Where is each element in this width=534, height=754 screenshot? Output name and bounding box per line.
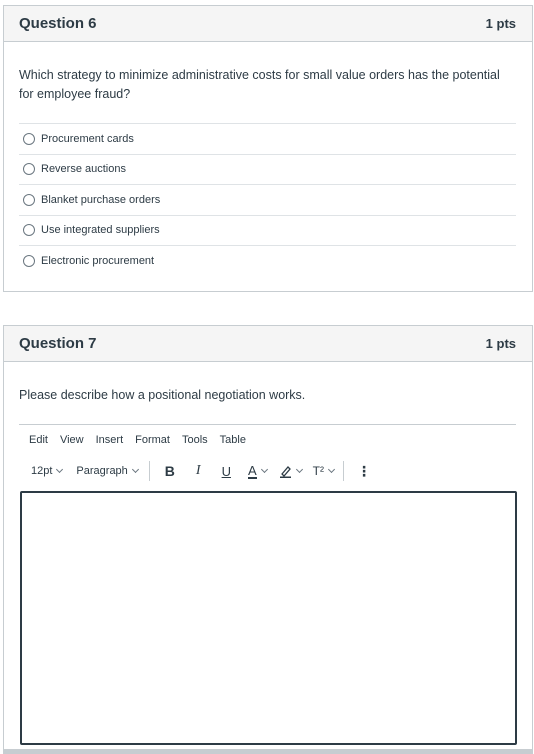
italic-button[interactable]: I [195,463,201,478]
superscript-button[interactable] [313,464,334,478]
menu-format[interactable]: Format [135,434,170,446]
bold-button[interactable]: B [164,463,175,479]
answer-list [19,123,516,276]
chevron-down-icon [328,466,335,473]
answer-label: Use integrated suppliers [41,224,160,237]
menu-tools[interactable]: Tools [181,434,208,446]
answer-option-integrated-suppliers[interactable] [19,215,516,246]
radio-button[interactable] [23,133,35,145]
question-text: Which strategy to minimize administrative costs for small value orders has the potential for employee fraud? [19,68,500,101]
editor-menubar [29,434,258,446]
chevron-down-icon [261,466,268,473]
answer-label: Reverse auctions [41,163,126,176]
editor-toolbar [31,460,371,482]
highlight-color-button[interactable] [279,465,302,478]
toolbar-separator [343,461,344,481]
question-title: Question 6 [19,15,97,32]
radio-button[interactable] [23,163,35,175]
chevron-down-icon [56,466,63,473]
block-format-dropdown[interactable] [76,465,137,477]
superscript-icon: T² [312,464,324,478]
menu-edit[interactable]: Edit [29,434,48,446]
question-header [4,326,532,362]
answer-option-electronic-procurement[interactable] [19,245,516,276]
radio-button[interactable] [23,255,35,267]
rich-text-editor[interactable] [20,491,517,745]
text-color-icon: A [247,462,257,478]
answer-option-procurement-cards[interactable] [19,123,516,154]
highlighter-icon [279,465,292,478]
question-title: Question 7 [19,335,97,352]
block-format-value: Paragraph [76,465,128,477]
menu-view[interactable]: View [59,434,84,446]
answer-label: Procurement cards [41,132,134,145]
question-points: 1 pts [485,336,516,351]
chevron-down-icon [296,466,303,473]
menu-insert[interactable]: Insert [95,434,124,446]
question-text: Please describe how a positional negotiation works. [19,388,306,402]
radio-button[interactable] [23,194,35,206]
chevron-down-icon [132,466,139,473]
question-7 [3,325,533,754]
font-size-dropdown[interactable] [31,465,62,477]
underline-button[interactable]: U [221,463,231,479]
question-6 [3,5,533,292]
answer-label: Electronic procurement [41,254,155,267]
toolbar-separator [149,461,150,481]
answer-label: Blanket purchase orders [41,193,161,206]
divider [19,424,516,425]
answer-option-blanket-purchase-orders[interactable] [19,184,516,215]
font-size-value: 12pt [31,465,53,477]
more-options-icon[interactable]: ⋮ [356,462,371,479]
question-points: 1 pts [485,16,516,31]
menu-table[interactable]: Table [219,434,246,446]
radio-button[interactable] [23,224,35,236]
answer-option-reverse-auctions[interactable] [19,154,516,185]
page-bottom-edge [3,749,533,754]
question-header [4,6,532,42]
text-color-button[interactable] [248,464,267,479]
